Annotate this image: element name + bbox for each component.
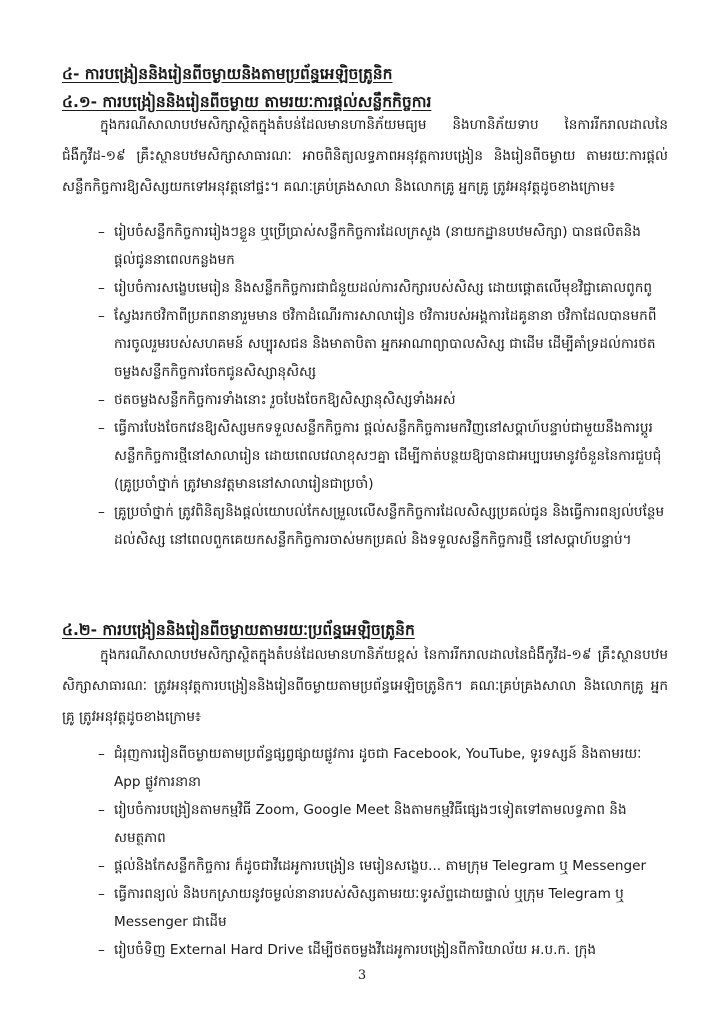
list-item: – ថតចម្លងសន្លឹកកិច្ចការទាំងនោះ រួចបែងចែកឱ្យសិស្សានុសិស្សទាំងអស់ xyxy=(98,392,456,408)
section-4-2-intro-text: ក្នុងករណីសាលាបឋមសិក្សាស្ថិតក្នុងតំបន់ដែលមានហានិភ័យខ្ពស់ នៃការរីករាលដាលនៃជំងឺកូវីដ-១៩ គ្រឹះស្ថានបឋមសិក្សាសាធារណៈ ត្រូវអនុវត្តការបង្រៀននិងរៀនពីចម្ងាយតាមប្រព័ន្ធអេឡិចត្រូនិក។ គណៈគ្រប់គ្រងសាលា និងលោកគ្រូ អ្នកគ្រូ ត្រូវអនុវត្តដូចខាងក្រោម៖ xyxy=(62,647,668,725)
list-item: – ស្វែងរកថវិកាពីប្រភពនានារួមមាន ថវិកាដំណើរការសាលារៀន ថវិការបស់អង្គការដៃគូនានា ថវិកាដែលបានមកពីការចូលរួមរបស់សហគមន៍ សប្បុរសជន និងមាតាបិតា អ្នកអាណាព្យាបាលសិស្ស ជាដើម ដើម្បីគាំទ្រដល់ការថតចម្លងសន្លឹកកិច្ចការចែកជូនសិស្សានុសិស្ស xyxy=(98,308,657,380)
list-item: – ធ្វើការពន្យល់ និងបកស្រាយនូវចម្ងល់នានារបស់សិស្សតាមរយៈទូរស័ព្ទដោយផ្ទាល់ ឬក្រុម Telegram ឬ Messenger ជាដើម xyxy=(98,886,624,930)
section-4-1-heading: ៤.១- ការបង្រៀននិងរៀនពីចម្ងាយ តាមរយៈការផ្តល់សន្លឹកកិច្ចការ xyxy=(62,93,432,111)
list-item: – រៀបចំទិញ External Hard Drive ដើម្បីថតចម្លងវីដេអូការបង្រៀនពីការិយាល័យ អ.ប.ក. ក្រុង xyxy=(98,942,597,958)
page-number: 3 xyxy=(357,968,367,983)
section-4-heading: ៤- ការបង្រៀននិងរៀនពីចម្ងាយនិងតាមប្រព័ន្ធអេឡិចត្រូនិក xyxy=(62,65,393,83)
section-4-1-intro xyxy=(62,110,668,203)
section-4-2-bullet-list xyxy=(62,740,668,964)
list-item: – ជំរុញការរៀនពីចម្ងាយតាមប្រព័ន្ធផ្សព្វផ្សាយផ្លូវការ ដូចជា Facebook, YouTube, ទូរទស្សន៍ និងតាមរយៈ App ផ្លូវការនានា xyxy=(98,746,642,790)
section-4-2-heading: ៤.២- ការបង្រៀននិងរៀនពីចម្ងាយតាមរយៈប្រព័ន្ធអេឡិចត្រូនិក xyxy=(62,621,415,639)
list-item: – គ្រូប្រចាំថ្នាក់ ត្រូវពិនិត្យនិងផ្តល់យោបល់កែសម្រួលលើសន្លឹកកិច្ចការដែលសិស្សប្រគល់ជូន និងធ្វើការពន្យល់បន្ថែមដល់សិស្ស នៅពេលពួកគេយកសន្លឹកកិច្ចការចាស់មកប្រគល់ និងទទួលសន្លឹកកិច្ចការថ្មី នៅសប្តាហ៍បន្ទាប់។ xyxy=(98,504,665,548)
list-item: – ធ្វើការបែងចែកវេនឱ្យសិស្សមកទទួលសន្លឹកកិច្ចការ ផ្តល់សន្លឹកកិច្ចការមកវិញនៅសប្តាហ៍បន្ទាប់ជាមួយនឹងការប្តូរសន្លឹកកិច្ចការថ្មីនៅសាលារៀន ដោយពេលវេលាខុសៗគ្នា ដើម្បីកាត់បន្ថយឱ្យបានជាអប្បបរមានូវចំនួននៃការជួបជុំ (គ្រូប្រចាំថ្នាក់ ត្រូវមានវត្តមាននៅសាលារៀនជាប្រចាំ) xyxy=(98,420,662,492)
list-item: – រៀបចំការសង្ខេបមេរៀន និងសន្លឹកកិច្ចការជាជំនួយដល់ការសិក្សារបស់សិស្ស ដោយផ្តោតលើមុខវិជ្ជាគោលពូកពូ xyxy=(98,280,653,296)
section-4-1-bullet-list xyxy=(62,218,668,554)
list-item: – ផ្តល់និងកែសន្លឹកកិច្ចការ ក៏ដូចជាវីដេអូការបង្រៀន មេរៀនសង្ខេប... តាមក្រុម Telegram ឬ Messenger xyxy=(98,858,647,874)
list-item: – រៀបចំការបង្រៀនតាមកម្មវិធី Zoom, Google Meet និងតាមកម្មវិធីផ្សេងៗទៀតទៅតាមលទ្ធភាព និងសមត្ថភាព xyxy=(98,802,627,846)
section-4-1-intro-text: ក្នុងករណីសាលាបឋមសិក្សាស្ថិតក្នុងតំបន់ដែលមានហានិភ័យមធ្យម និងហានិភ័យទាប នៃការរីករាលដាលនៃជំងឺកូវីដ-១៩ គ្រឹះស្ថានបឋមសិក្សាសាធារណៈ អាចពិនិត្យលទ្ធភាពអនុវត្តការបង្រៀន និងរៀនពីចម្ងាយ តាមរយៈការផ្តល់សន្លឹកកិច្ចការឱ្យសិស្សយកទៅអនុវត្តនៅផ្ទះ។ គណៈគ្រប់គ្រងសាលា និងលោកគ្រូ អ្នកគ្រូ ត្រូវអនុវត្តដូចខាងក្រោម៖ xyxy=(62,117,668,195)
section-4-2-intro xyxy=(62,640,668,733)
list-item: – រៀបចំសន្លឹកកិច្ចការរៀងៗខ្លួន ឬប្រើប្រាស់សន្លឹកកិច្ចការដែលក្រសួង (នាយកដ្ឋានបឋមសិក្សា) បានផលិតនិងផ្តល់ជូននាពេលកន្លងមក xyxy=(98,224,641,268)
